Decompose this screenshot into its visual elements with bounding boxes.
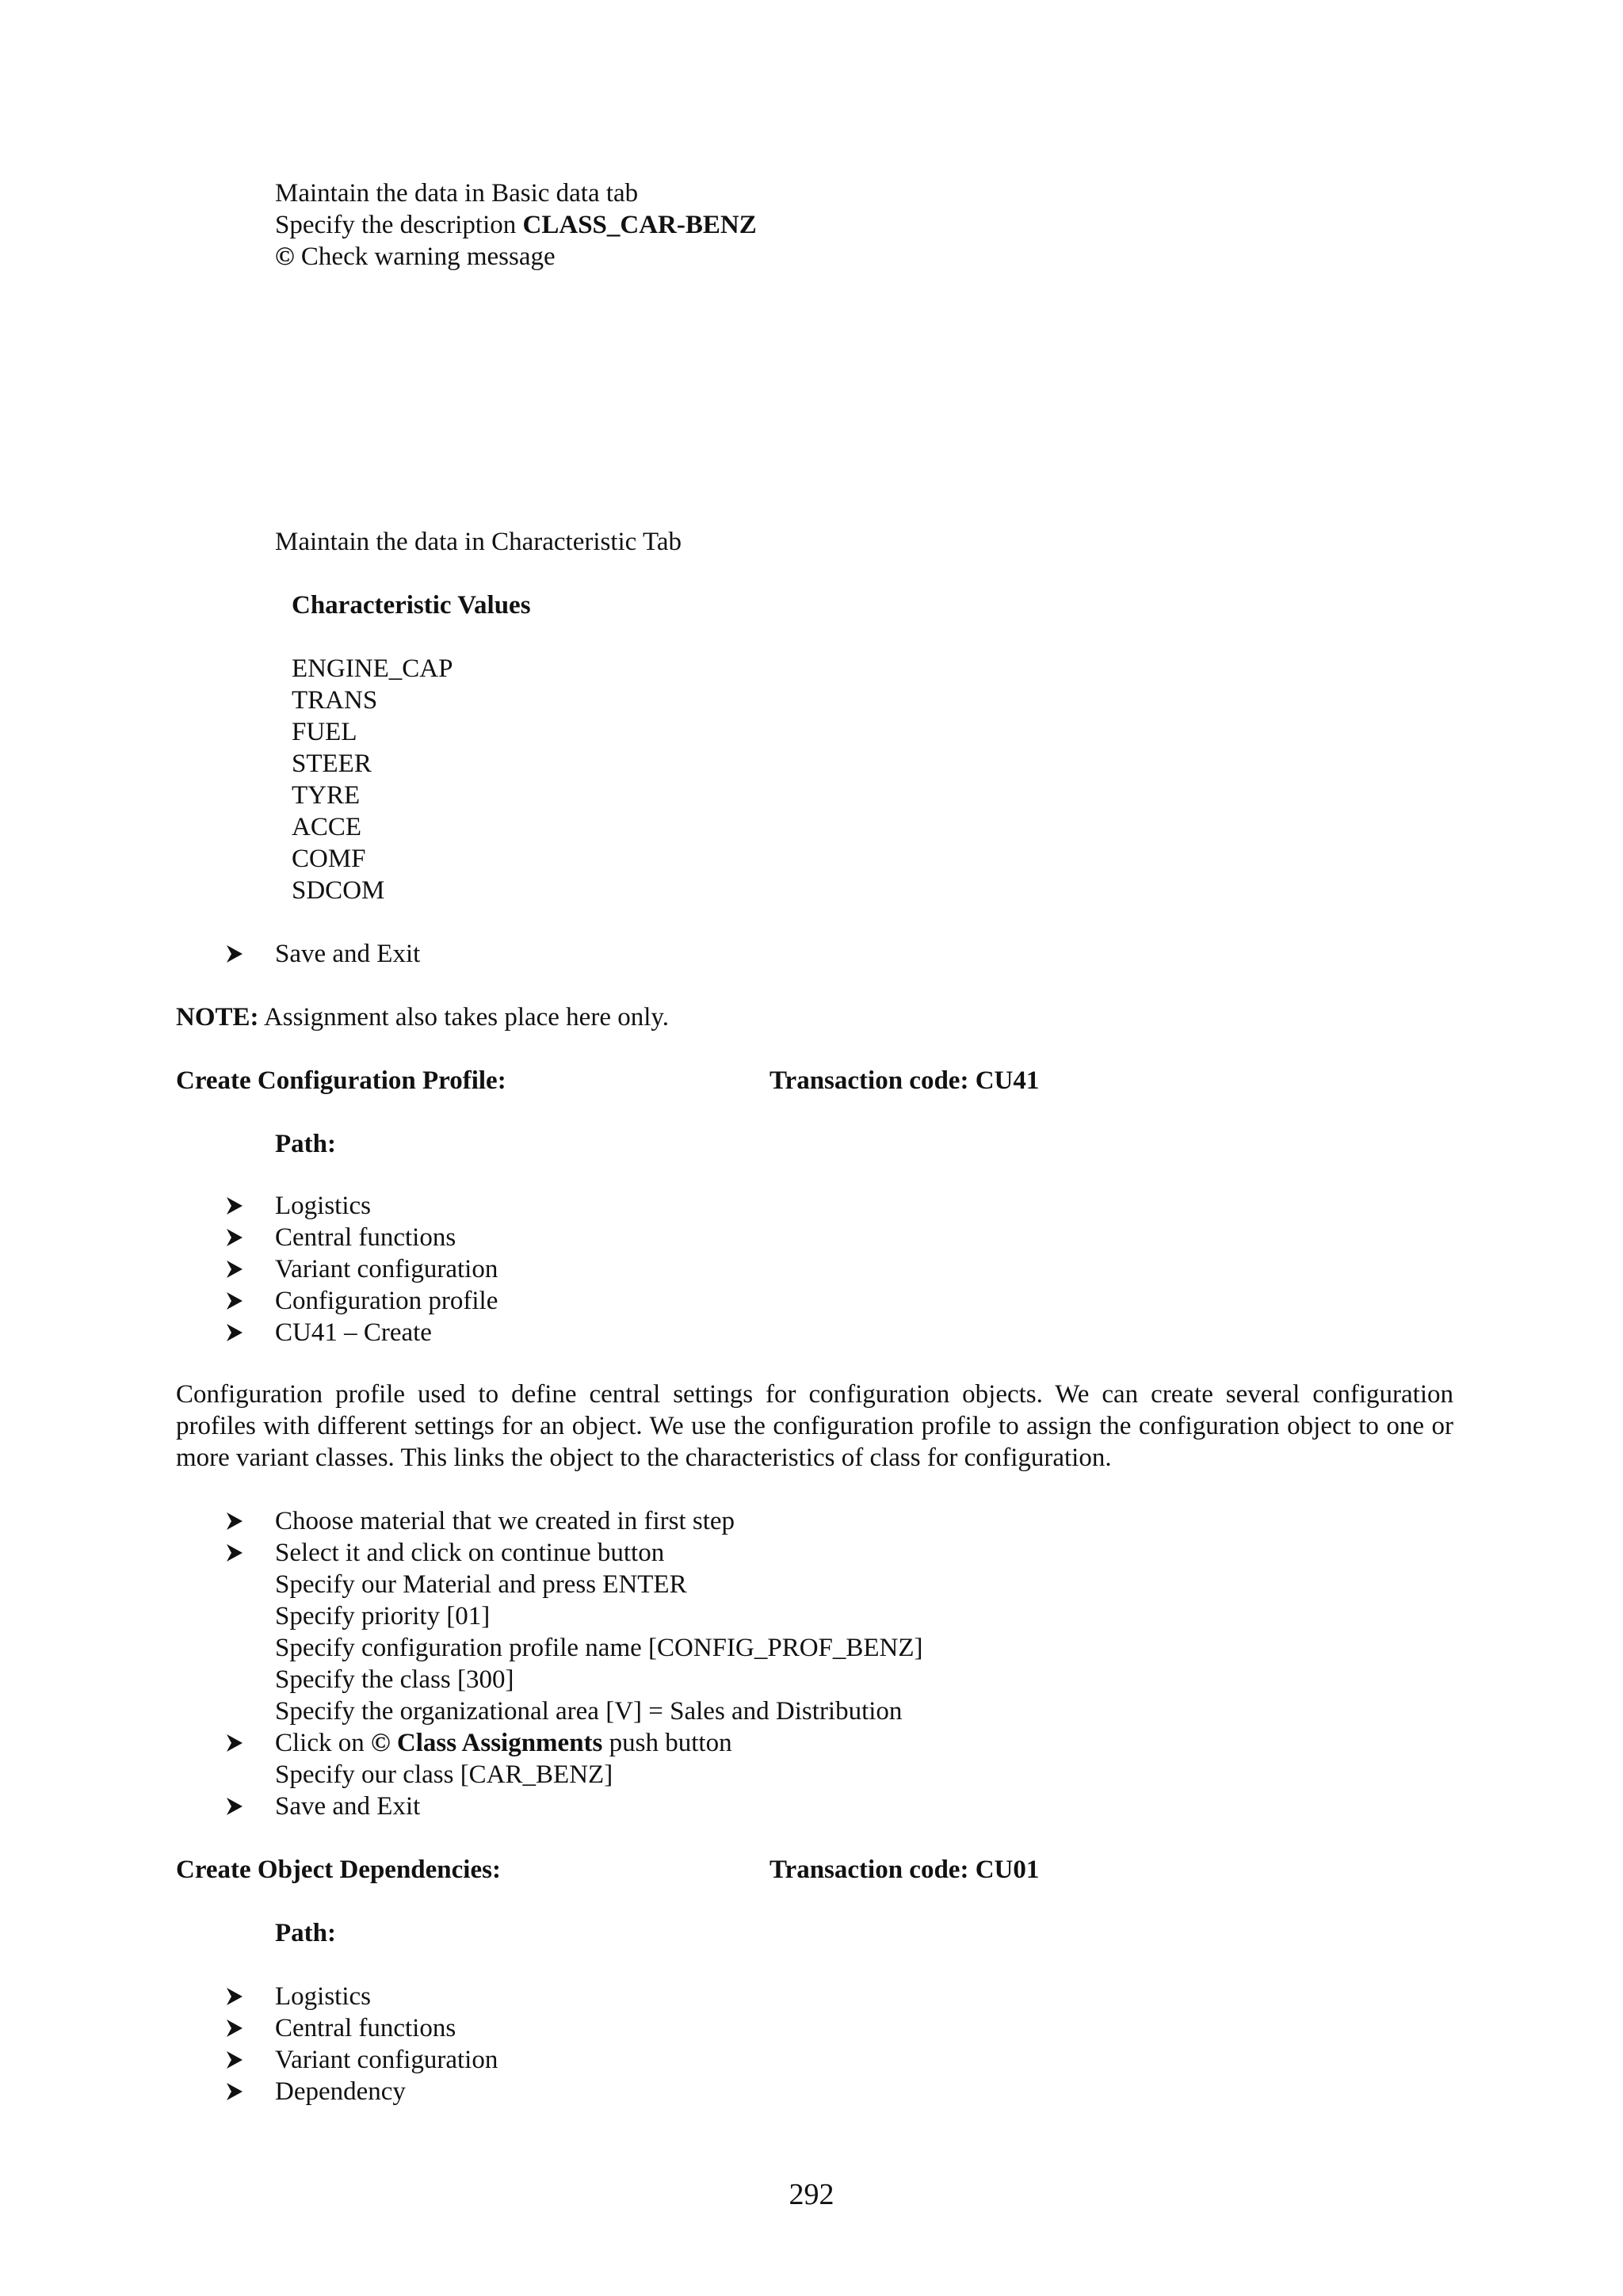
config-step: Save and Exit — [275, 1792, 421, 1821]
bullet-arrow-icon — [226, 2082, 243, 2101]
bullet-arrow-icon — [226, 1987, 243, 2006]
config-profile-description: Configuration profile used to define central settings for configuration objects. We can create several configuration profiles with different settings for an object. We use the configuration profile to assign the configuration object to one or more variant classes. This links the object to the characteristics of class for configuration. — [176, 1380, 1453, 1472]
bullet-arrow-icon — [226, 1291, 243, 1310]
note-label: NOTE: — [176, 1003, 259, 1032]
path-item: Dependency — [275, 2077, 406, 2106]
bullet-arrow-icon — [226, 1512, 243, 1531]
copyright-symbol: © — [275, 242, 295, 271]
path-item: Configuration profile — [275, 1287, 498, 1315]
basic-data-instruction: Maintain the data in Basic data tab — [275, 179, 639, 208]
bullet-arrow-icon — [226, 2019, 243, 2038]
bullet-arrow-icon — [226, 1323, 243, 1342]
path-item: Central functions — [275, 2014, 456, 2042]
characteristic-value: ACCE — [292, 813, 362, 841]
path-item: Logistics — [275, 1982, 371, 2011]
path-item: Variant configuration — [275, 2046, 498, 2074]
object-dependencies-path-label: Path: — [275, 1919, 336, 1947]
characteristic-value: TRANS — [292, 686, 378, 715]
check-warning-text: Check warning message — [294, 242, 556, 271]
config-substep: Specify our Material and press ENTER — [275, 1570, 687, 1599]
description-instruction — [275, 209, 757, 241]
config-profile-path-label: Path: — [275, 1130, 336, 1158]
save-exit-step: Save and Exit — [275, 940, 421, 968]
bullet-arrow-icon — [226, 1543, 243, 1562]
bullet-arrow-icon — [226, 2050, 243, 2069]
characteristic-value: STEER — [292, 749, 372, 778]
class-description-value: CLASS_CAR-BENZ — [522, 211, 757, 239]
config-substep: Specify priority [01] — [275, 1602, 491, 1630]
characteristic-tab-instruction: Maintain the data in Characteristic Tab — [275, 528, 682, 556]
config-step — [275, 1727, 732, 1759]
bullet-arrow-icon — [226, 1196, 243, 1215]
config-step: Choose material that we created in first step — [275, 1507, 735, 1535]
config-profile-heading: Create Configuration Profile: — [176, 1066, 506, 1095]
config-substep: Specify configuration profile name [CONFIG_PROF_BENZ] — [275, 1634, 923, 1662]
click-on-text: Click on — [275, 1729, 371, 1757]
path-item: Variant configuration — [275, 1255, 498, 1283]
config-substep: Specify our class [CAR_BENZ] — [275, 1760, 613, 1789]
check-warning-instruction — [275, 241, 556, 273]
page-number: 292 — [789, 2178, 834, 2211]
path-item: CU41 – Create — [275, 1318, 432, 1347]
class-assignments-label: © Class Assignments — [371, 1729, 603, 1757]
bullet-arrow-icon — [226, 1260, 243, 1279]
characteristic-value: SDCOM — [292, 876, 385, 905]
bullet-arrow-icon — [226, 1228, 243, 1247]
bullet-arrow-icon — [226, 944, 243, 963]
note — [176, 1001, 669, 1033]
characteristic-value: ENGINE_CAP — [292, 654, 453, 683]
description-instruction-text: Specify the description — [275, 211, 523, 239]
bullet-arrow-icon — [226, 1733, 243, 1753]
config-substep: Specify the organizational area [V] = Sales and Distribution — [275, 1697, 903, 1726]
push-button-text: push button — [602, 1729, 732, 1757]
object-dependencies-tcode: Transaction code: CU01 — [769, 1855, 1040, 1884]
config-profile-tcode: Transaction code: CU41 — [769, 1066, 1040, 1095]
characteristic-value: TYRE — [292, 781, 361, 810]
note-text: Assignment also takes place here only. — [258, 1003, 669, 1032]
object-dependencies-heading: Create Object Dependencies: — [176, 1855, 501, 1884]
characteristic-values-heading: Characteristic Values — [292, 591, 531, 620]
bullet-arrow-icon — [226, 1797, 243, 1816]
config-step: Select it and click on continue button — [275, 1539, 665, 1567]
path-item: Central functions — [275, 1223, 456, 1252]
characteristic-value: COMF — [292, 845, 366, 873]
config-substep: Specify the class [300] — [275, 1665, 514, 1694]
path-item: Logistics — [275, 1192, 371, 1220]
characteristic-value: FUEL — [292, 718, 357, 746]
